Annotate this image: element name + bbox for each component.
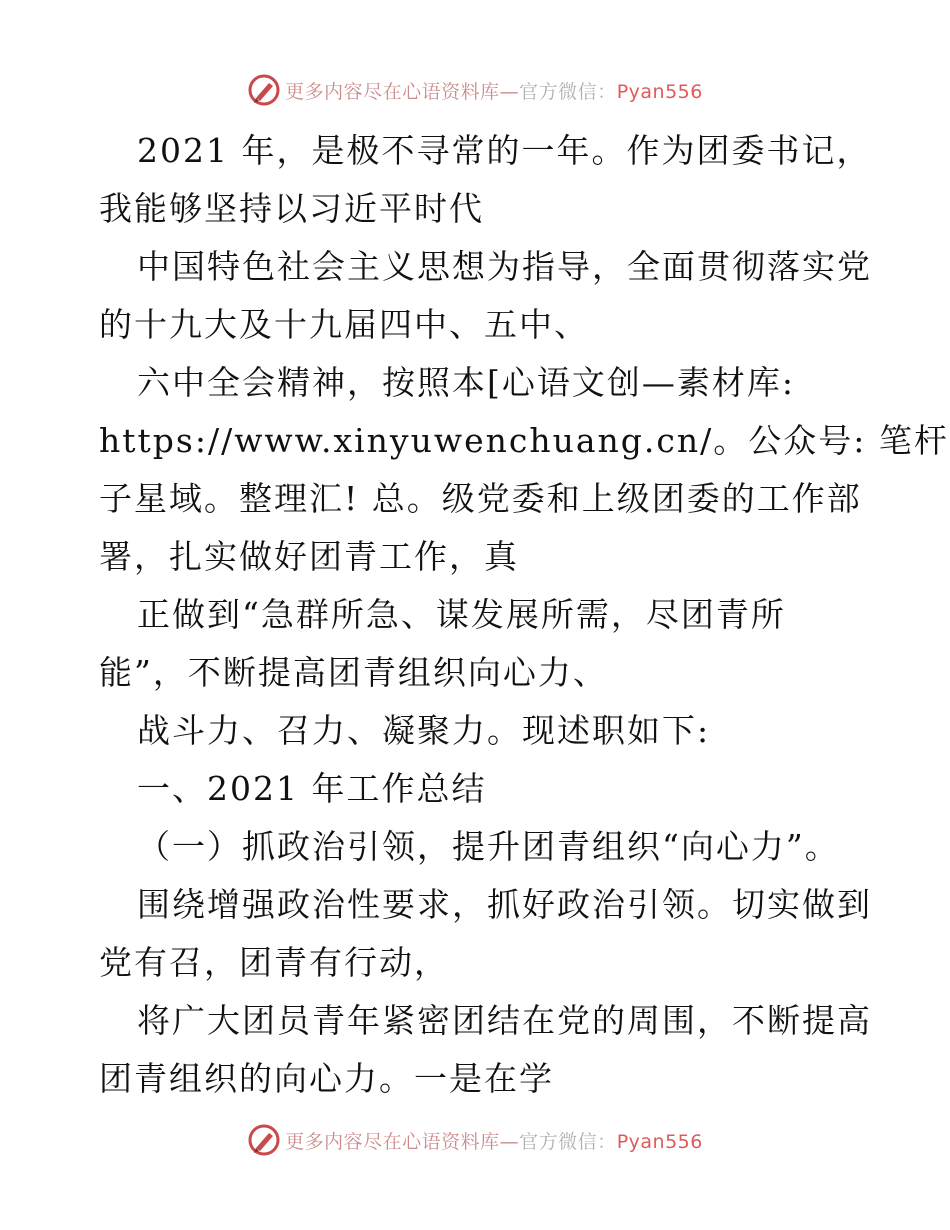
- watermark-text: [285, 77, 703, 104]
- footer-watermark: [0, 1120, 950, 1160]
- text-line: 能”，不断提高团青组织向心力、: [99, 653, 608, 692]
- text-line: 我能够坚持以习近平时代: [99, 189, 484, 228]
- text-line: 围绕增强政治性要求，抓好政治引领。切实做到: [137, 885, 872, 924]
- text-line: 战斗力、召力、凝聚力。现述职如下:: [137, 711, 711, 750]
- text-line: 将广大团员青年紧密团结在党的周围，不断提高: [137, 1001, 872, 1040]
- watermark-wechat-label: 官方微信：: [519, 1130, 617, 1153]
- watermark-separator: —: [499, 80, 520, 103]
- text-line: 六中全会精神，按照本[心语文创—素材库:: [137, 363, 795, 402]
- text-line: 2021 年，是极不寻常的一年。作为团委书记，: [137, 131, 872, 170]
- watermark-account: Pyan556: [616, 1130, 703, 1153]
- pen-logo-icon: [247, 1123, 281, 1157]
- text-line: 团青组织的向心力。一是在学: [99, 1059, 554, 1098]
- pen-logo-icon: [247, 73, 281, 107]
- text-line: 中国特色社会主义思想为指导，全面贯彻落实党: [137, 247, 872, 286]
- watermark-brand: 更多内容尽在心语资料库: [285, 1130, 500, 1153]
- watermark-separator: —: [499, 1130, 520, 1153]
- watermark-brand: 更多内容尽在心语资料库: [285, 80, 500, 103]
- text-line: 子星域。整理汇! 总。级党委和上级团委的工作部: [99, 479, 862, 518]
- section-heading: 一、2021 年工作总结: [137, 769, 487, 808]
- document-body: [99, 122, 949, 1108]
- text-line: 的十九大及十九届四中、五中、: [99, 305, 589, 344]
- text-line: 正做到“急群所急、谋发展所需，尽团青所: [137, 595, 786, 634]
- header-watermark: [0, 70, 950, 110]
- watermark-text: [285, 1127, 703, 1154]
- text-line: 党有召，团青有行动，: [99, 943, 449, 982]
- watermark-account: Pyan556: [616, 80, 703, 103]
- text-line: 署，扎实做好团青工作，真: [99, 537, 519, 576]
- subsection-heading: （一）抓政治引领，提升团青组织“向心力”。: [137, 827, 840, 866]
- watermark-wechat-label: 官方微信：: [519, 80, 617, 103]
- text-line: https://www.xinyuwenchuang.cn/。公众号: 笔杆: [99, 421, 949, 460]
